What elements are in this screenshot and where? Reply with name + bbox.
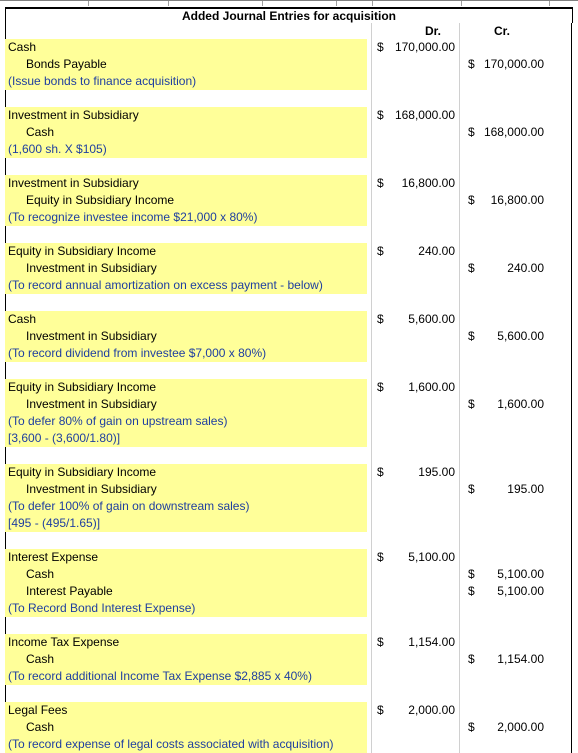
currency-symbol: $ <box>468 584 475 598</box>
entry-debit-account[interactable]: Income Tax Expense <box>8 635 120 649</box>
amount-value: 170,000.00 <box>394 40 455 54</box>
amount-value: 1,154.00 <box>408 635 455 649</box>
credit-amount[interactable] <box>468 583 544 600</box>
currency-symbol: $ <box>468 397 475 411</box>
journal-entry[interactable] <box>5 634 367 685</box>
currency-symbol: $ <box>377 176 384 190</box>
debit-amount[interactable] <box>377 549 455 566</box>
column-divider <box>168 1 169 6</box>
journal-entry[interactable] <box>5 107 367 158</box>
currency-symbol: $ <box>468 193 475 207</box>
gridline <box>459 23 460 753</box>
entry-debit-account[interactable]: Cash <box>8 312 37 326</box>
currency-symbol: $ <box>468 482 475 496</box>
amount-value: 1,154.00 <box>497 652 544 666</box>
column-divider <box>372 1 373 6</box>
currency-symbol: $ <box>377 244 384 258</box>
currency-symbol: $ <box>468 261 475 275</box>
entry-debit-account[interactable]: Investment in Subsidiary <box>8 108 139 122</box>
entry-description[interactable]: (To record annual amortization on excess payment - below) <box>8 278 323 292</box>
amount-value: 168,000.00 <box>483 125 544 139</box>
credit-amount[interactable] <box>468 56 544 73</box>
debit-amount[interactable] <box>377 39 455 56</box>
entry-description[interactable]: (To recognize investee income $21,000 x 80%) <box>8 210 258 224</box>
currency-symbol: $ <box>468 652 475 666</box>
column-divider <box>336 1 337 6</box>
entry-description[interactable]: (To record additional Income Tax Expense $2,885 x 40%) <box>8 669 312 683</box>
amount-value: 240.00 <box>507 261 544 275</box>
debit-amount[interactable] <box>377 379 455 396</box>
amount-value: 16,800.00 <box>490 193 544 207</box>
credit-amount[interactable] <box>468 328 544 345</box>
currency-symbol: $ <box>468 57 475 71</box>
currency-symbol: $ <box>468 125 475 139</box>
currency-symbol: $ <box>468 329 475 343</box>
credit-amount[interactable] <box>468 719 544 736</box>
entry-description[interactable]: (Issue bonds to finance acquisition) <box>8 74 197 88</box>
entry-credit-account[interactable]: Investment in Subsidiary <box>26 261 157 275</box>
credit-amount[interactable] <box>468 396 544 413</box>
amount-value: 16,800.00 <box>401 176 455 190</box>
column-divider <box>262 1 263 6</box>
credit-amount[interactable] <box>468 260 544 277</box>
amount-value: 5,600.00 <box>497 329 544 343</box>
entry-credit-account[interactable]: Cash <box>26 125 55 139</box>
entry-credit-account[interactable]: Bonds Payable <box>26 57 107 71</box>
entry-credit-account[interactable]: Investment in Subsidiary <box>26 329 157 343</box>
entry-debit-account[interactable]: Equity in Subsidiary Income <box>8 244 157 258</box>
column-header-strip <box>0 0 578 7</box>
right-border <box>571 23 572 753</box>
debit-amount[interactable] <box>377 243 455 260</box>
credit-amount[interactable] <box>468 566 544 583</box>
entry-description[interactable]: (To defer 80% of gain on upstream sales) <box>8 414 228 428</box>
journal-entry[interactable] <box>5 379 367 447</box>
debit-column-header[interactable]: Dr. <box>425 24 442 38</box>
entry-debit-account[interactable]: Equity in Subsidiary Income <box>8 465 157 479</box>
entry-debit-account[interactable]: Cash <box>8 40 37 54</box>
entry-credit-account[interactable]: Interest Payable <box>26 584 113 598</box>
amount-value: 2,000.00 <box>497 720 544 734</box>
amount-value: 5,100.00 <box>497 567 544 581</box>
journal-entry[interactable] <box>5 175 367 226</box>
amount-value: 240.00 <box>418 244 455 258</box>
credit-amount[interactable] <box>468 651 544 668</box>
currency-symbol: $ <box>377 312 384 326</box>
amount-value: 5,600.00 <box>408 312 455 326</box>
entry-debit-account[interactable]: Investment in Subsidiary <box>8 176 139 190</box>
amount-value: 170,000.00 <box>483 57 544 71</box>
journal-entry[interactable] <box>5 464 367 532</box>
currency-symbol: $ <box>377 550 384 564</box>
entry-description[interactable]: (To Record Bond Interest Expense) <box>8 601 196 615</box>
entry-credit-account[interactable]: Cash <box>26 720 55 734</box>
debit-amount[interactable] <box>377 175 455 192</box>
debit-amount[interactable] <box>377 311 455 328</box>
entry-description[interactable]: (To record dividend from investee $7,000 x 80%) <box>8 346 267 360</box>
sheet-title[interactable]: Added Journal Entries for acquisition <box>5 7 573 23</box>
column-divider <box>461 1 462 6</box>
journal-entry[interactable] <box>5 549 367 617</box>
entry-description[interactable]: [3,600 - (3,600/1.80)] <box>8 431 121 445</box>
amount-value: 1,600.00 <box>408 380 455 394</box>
amount-value: 2,000.00 <box>408 703 455 717</box>
entry-credit-account[interactable]: Equity in Subsidiary Income <box>26 193 175 207</box>
amount-value: 168,000.00 <box>394 108 455 122</box>
credit-amount[interactable] <box>468 124 544 141</box>
entry-credit-account[interactable]: Investment in Subsidiary <box>26 482 157 496</box>
debit-amount[interactable] <box>377 107 455 124</box>
amount-value: 195.00 <box>418 465 455 479</box>
debit-amount[interactable] <box>377 464 455 481</box>
entry-description[interactable]: (To defer 100% of gain on downstream sales) <box>8 499 250 513</box>
amount-value: 5,100.00 <box>408 550 455 564</box>
journal-entry[interactable] <box>5 311 367 362</box>
currency-symbol: $ <box>377 40 384 54</box>
column-divider <box>88 1 89 6</box>
debit-amount[interactable] <box>377 702 455 719</box>
credit-amount[interactable] <box>468 192 544 209</box>
currency-symbol: $ <box>377 635 384 649</box>
entry-credit-account[interactable]: Cash <box>26 567 55 581</box>
currency-symbol: $ <box>468 567 475 581</box>
journal-entry[interactable] <box>5 243 367 294</box>
entry-debit-account[interactable]: Equity in Subsidiary Income <box>8 380 157 394</box>
entry-description[interactable]: (1,600 sh. X $105) <box>8 142 107 156</box>
currency-symbol: $ <box>377 465 384 479</box>
amount-value: 1,600.00 <box>497 397 544 411</box>
entry-debit-account[interactable]: Legal Fees <box>8 703 68 717</box>
currency-symbol: $ <box>468 720 475 734</box>
journal-entry[interactable] <box>5 702 367 753</box>
amount-value: 5,100.00 <box>497 584 544 598</box>
entry-credit-account[interactable]: Investment in Subsidiary <box>26 397 157 411</box>
entry-debit-account[interactable]: Interest Expense <box>8 550 99 564</box>
gridline <box>371 23 372 753</box>
column-divider <box>549 1 550 6</box>
entry-description[interactable]: [495 - (495/1.65)] <box>8 516 101 530</box>
currency-symbol: $ <box>377 108 384 122</box>
debit-amount[interactable] <box>377 634 455 651</box>
entry-credit-account[interactable]: Cash <box>26 652 55 666</box>
credit-amount[interactable] <box>468 481 544 498</box>
amount-value: 195.00 <box>507 482 544 496</box>
currency-symbol: $ <box>377 380 384 394</box>
journal-entry[interactable] <box>5 39 367 90</box>
entry-description[interactable]: (To record expense of legal costs associated with acquisition) <box>8 737 334 751</box>
currency-symbol: $ <box>377 703 384 717</box>
credit-column-header[interactable]: Cr. <box>494 24 511 38</box>
